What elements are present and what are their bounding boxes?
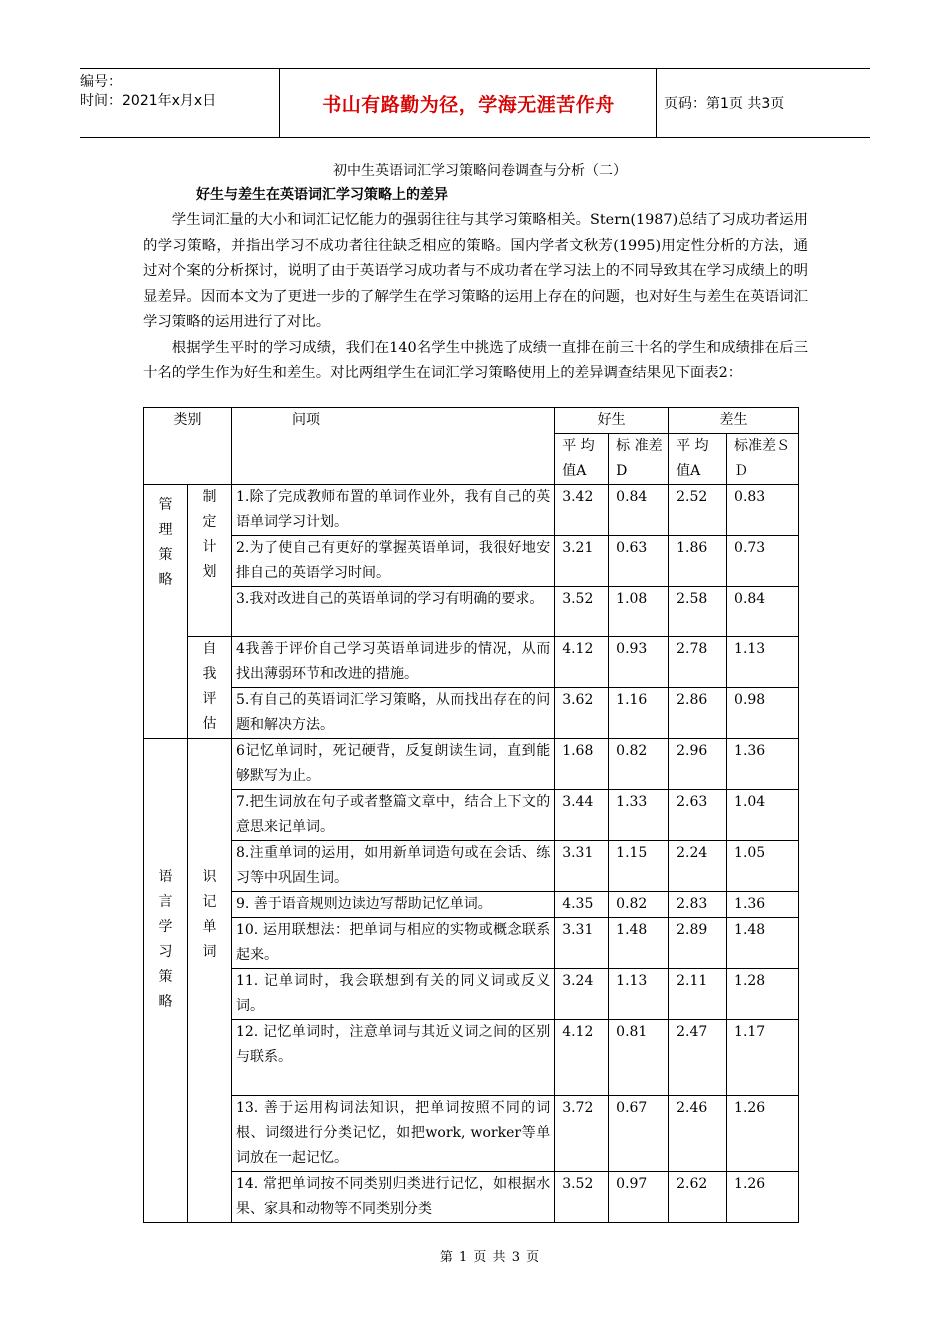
poor-mean: 1.86 bbox=[669, 536, 727, 587]
page-footer: 第 1 页 共 3 页 bbox=[439, 1250, 541, 1265]
poor-sd: 0.83 bbox=[727, 485, 799, 536]
poor-sd: 1.26 bbox=[727, 1096, 799, 1172]
header-good-mean: 平 均值A bbox=[555, 434, 609, 485]
subcategory-self-eval: 自我评估 bbox=[187, 637, 231, 739]
poor-mean: 2.86 bbox=[669, 688, 727, 739]
table-row-question: 5.有自己的英语词汇学习策略，从而找出存在的问题和解决方法。 bbox=[231, 688, 554, 739]
good-sd: 1.15 bbox=[609, 841, 669, 892]
good-sd: 0.93 bbox=[609, 637, 669, 688]
date-label: 时间：2021年x月x日 bbox=[80, 93, 217, 109]
table-row-question: 7.把生词放在句子或者整篇文章中，结合上下文的意思来记单词。 bbox=[231, 790, 554, 841]
good-mean: 3.52 bbox=[555, 1172, 609, 1223]
poor-sd: 1.36 bbox=[727, 739, 799, 790]
good-mean: 4.12 bbox=[555, 1020, 609, 1096]
good-sd: 0.82 bbox=[609, 739, 669, 790]
poor-mean: 2.24 bbox=[669, 841, 727, 892]
poor-sd: 1.05 bbox=[727, 841, 799, 892]
poor-mean: 2.63 bbox=[669, 790, 727, 841]
page-code: 页码：第1页 共3页 bbox=[664, 96, 785, 112]
poor-mean: 2.96 bbox=[669, 739, 727, 790]
good-mean: 3.52 bbox=[555, 587, 609, 637]
table-row-question: 2.为了使自己有更好的掌握英语单词，我很好地安排自己的英语学习时间。 bbox=[231, 536, 554, 587]
poor-mean: 2.52 bbox=[669, 485, 727, 536]
header-poor-sd: 标准差ＳＤ bbox=[727, 434, 799, 485]
poor-mean: 2.46 bbox=[669, 1096, 727, 1172]
header-meta bbox=[80, 69, 280, 137]
good-sd: 1.16 bbox=[609, 688, 669, 739]
survey-table bbox=[143, 407, 799, 1223]
poor-sd: 1.13 bbox=[727, 637, 799, 688]
good-mean: 3.44 bbox=[555, 790, 609, 841]
poor-sd: 1.48 bbox=[727, 918, 799, 969]
table-row-question: 10. 运用联想法：把单词与相应的实物或概念联系起来。 bbox=[231, 918, 554, 969]
number-label: 编号： bbox=[80, 74, 122, 90]
category-management: 管理策略 bbox=[144, 485, 188, 739]
table-row-question: 9. 善于语音规则边读边写帮助记忆单词。 bbox=[231, 892, 554, 918]
good-sd: 0.67 bbox=[609, 1096, 669, 1172]
good-sd: 1.13 bbox=[609, 969, 669, 1020]
poor-sd: 0.84 bbox=[727, 587, 799, 637]
good-mean: 3.24 bbox=[555, 969, 609, 1020]
poor-sd: 1.28 bbox=[727, 969, 799, 1020]
good-mean: 3.21 bbox=[555, 536, 609, 587]
good-sd: 0.82 bbox=[609, 892, 669, 918]
poor-mean: 2.83 bbox=[669, 892, 727, 918]
poor-mean: 2.11 bbox=[669, 969, 727, 1020]
table-row-question: 1.除了完成教师布置的单词作业外，我有自己的英语单词学习计划。 bbox=[231, 485, 554, 536]
poor-mean: 2.78 bbox=[669, 637, 727, 688]
good-sd: 0.97 bbox=[609, 1172, 669, 1223]
doc-subtitle: 好生与差生在英语词汇学习策略上的差异 bbox=[196, 187, 448, 203]
table-row-question: 14. 常把单词按不同类别归类进行记忆，如根据水果、家具和动物等不同类别分类 bbox=[231, 1172, 554, 1223]
table-row-question: 6记忆单词时，死记硬背，反复朗读生词，直到能够默写为止。 bbox=[231, 739, 554, 790]
table-row-question: 4我善于评价自己学习英语单词进步的情况，从而找出薄弱环节和改进的措施。 bbox=[231, 637, 554, 688]
paragraph-1: 学生词汇量的大小和词汇记忆能力的强弱往往与其学习策略相关。Stern(1987)总结了习成功者运用的学习策略，并指出学习不成功者往往缺乏相应的策略。国内学者文秋芳(1995)用定性分析的方法，通过对个案的分析探讨，说明了由于英语学习成功者与不成功者在学习法上的不同导致其在学习成绩上的明显差异。因而本文为了更进一步的了解学生在学习策略的运用上存在的问题，也对好生与差生在英语词汇学习策略的运用进行了对比。 bbox=[143, 212, 808, 330]
good-sd: 0.81 bbox=[609, 1020, 669, 1096]
table-row-question: 12. 记忆单词时，注意单词与其近义词之间的区别与联系。 bbox=[231, 1020, 554, 1096]
table-row-question: 11. 记单词时，我会联想到有关的同义词或反义词。 bbox=[231, 969, 554, 1020]
poor-mean: 2.47 bbox=[669, 1020, 727, 1096]
subcategory-plan: 制定计划 bbox=[187, 485, 231, 637]
good-sd: 1.08 bbox=[609, 587, 669, 637]
good-mean: 3.31 bbox=[555, 841, 609, 892]
good-mean: 4.35 bbox=[555, 892, 609, 918]
category-language: 语言学习策略 bbox=[144, 739, 188, 1223]
good-mean: 3.62 bbox=[555, 688, 609, 739]
good-mean: 3.72 bbox=[555, 1096, 609, 1172]
header-motto: 书山有路勤为径，学海无涯苦作舟 bbox=[281, 69, 657, 137]
header-poor-mean: 平 均值A bbox=[669, 434, 727, 485]
table-row-question: 13. 善于运用构词法知识，把单词按照不同的词根、词缀进行分类记忆，如把work, worker等单词放在一起记忆。 bbox=[231, 1096, 554, 1172]
good-sd: 1.33 bbox=[609, 790, 669, 841]
poor-sd: 1.17 bbox=[727, 1020, 799, 1096]
poor-mean: 2.62 bbox=[669, 1172, 727, 1223]
good-sd: 1.48 bbox=[609, 918, 669, 969]
good-mean: 3.31 bbox=[555, 918, 609, 969]
page-header bbox=[80, 68, 870, 138]
poor-sd: 0.98 bbox=[727, 688, 799, 739]
header-good-sd: 标 准差D bbox=[609, 434, 669, 485]
doc-body bbox=[143, 208, 808, 387]
header-poor: 差生 bbox=[669, 408, 799, 434]
paragraph-2: 根据学生平时的学习成绩，我们在140名学生中挑选了成绩一直排在前三十名的学生和成绩排在后三十名的学生作为好生和差生。对比两组学生在词汇学习策略使用上的差异调查结果见下面表2： bbox=[143, 339, 808, 381]
poor-sd: 0.73 bbox=[727, 536, 799, 587]
header-item: 问项 bbox=[231, 408, 554, 485]
poor-sd: 1.04 bbox=[727, 790, 799, 841]
doc-title: 初中生英语词汇学习策略问卷调查与分析（二） bbox=[333, 163, 627, 179]
good-sd: 0.63 bbox=[609, 536, 669, 587]
subcategory-memorize: 识记单词 bbox=[187, 739, 231, 1223]
poor-sd: 1.26 bbox=[727, 1172, 799, 1223]
good-mean: 3.42 bbox=[555, 485, 609, 536]
poor-sd: 1.36 bbox=[727, 892, 799, 918]
header-category: 类别 bbox=[144, 408, 232, 485]
poor-mean: 2.89 bbox=[669, 918, 727, 969]
good-mean: 1.68 bbox=[555, 739, 609, 790]
table-row-question: 3.我对改进自己的英语单词的学习有明确的要求。 bbox=[231, 587, 554, 637]
good-sd: 0.84 bbox=[609, 485, 669, 536]
poor-mean: 2.58 bbox=[669, 587, 727, 637]
header-good: 好生 bbox=[555, 408, 669, 434]
good-mean: 4.12 bbox=[555, 637, 609, 688]
table-row-question: 8.注重单词的运用，如用新单词造句或在会话、练习等中巩固生词。 bbox=[231, 841, 554, 892]
